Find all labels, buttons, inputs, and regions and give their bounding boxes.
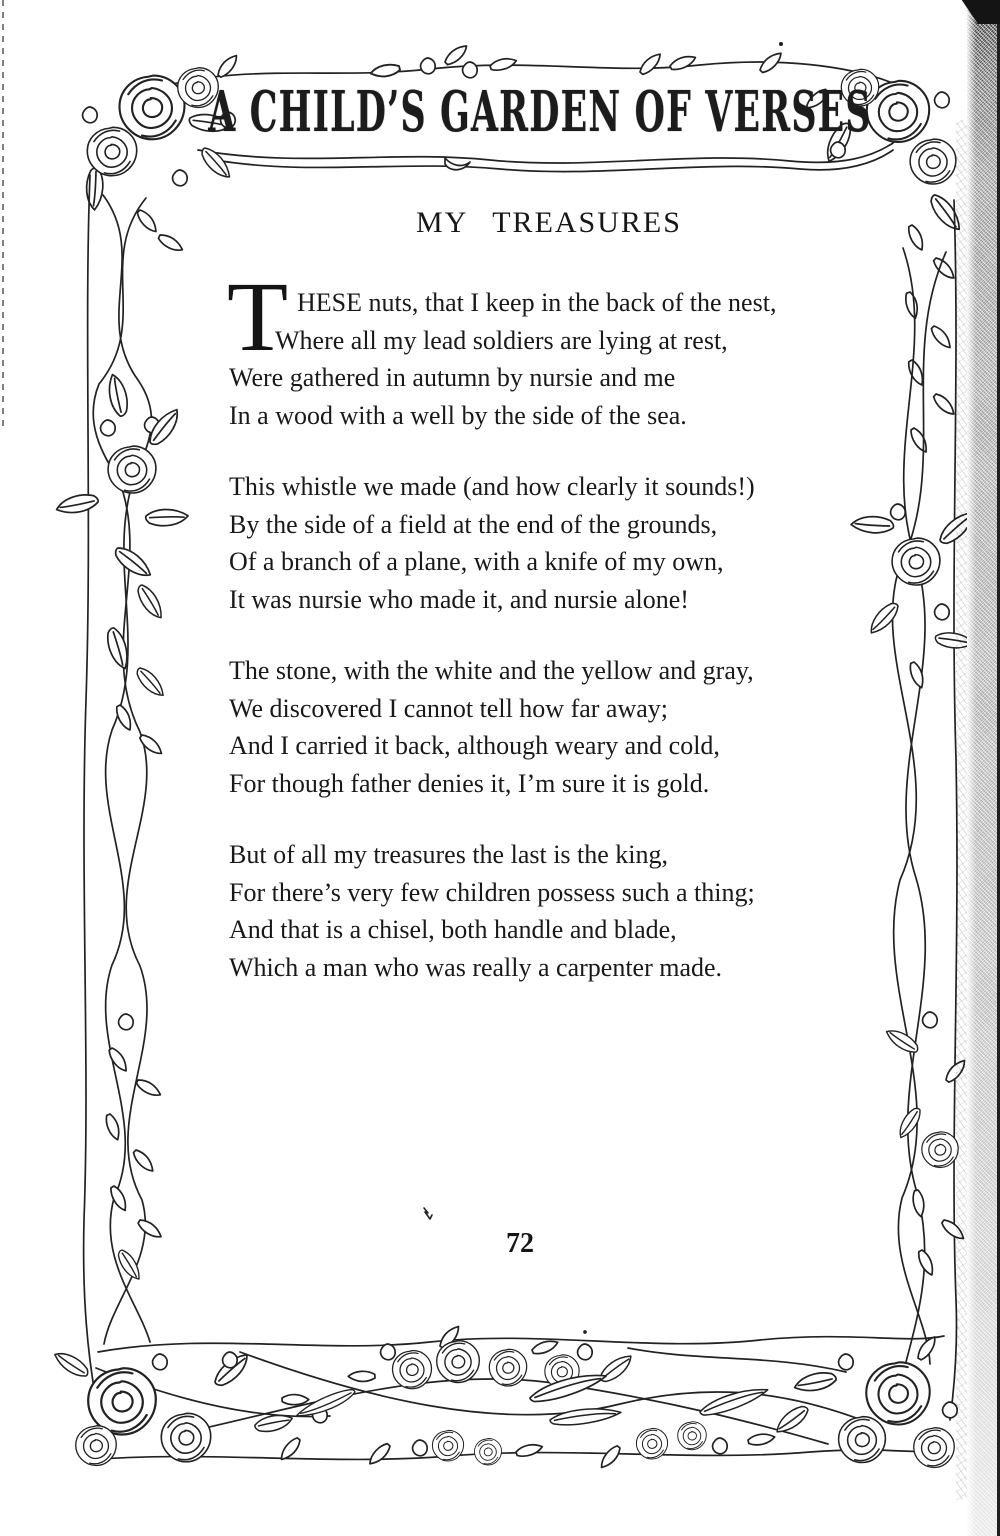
poem-line: Where all my lead soldiers are lying at rest,	[275, 325, 728, 355]
poem-line: Were gathered in autumn by nursie and me	[229, 363, 676, 392]
poem-line: The stone, with the white and the yellow and gray,	[229, 656, 754, 685]
poem	[229, 206, 877, 1020]
poem-line: Which a man who was really a carpenter made.	[229, 952, 723, 982]
poem-line: For though father denies it, I’m sure it is gold.	[229, 768, 710, 798]
poem-stanza-4	[229, 836, 877, 986]
bottom-border-garland	[55, 1326, 958, 1467]
poem-line: And that is a chisel, both handle and blade,	[229, 915, 677, 944]
scan-artifact-mark	[424, 1208, 586, 1333]
poem-line: And I carried it back, although weary and cold,	[229, 731, 720, 760]
poem-line: For there’s very few children possess such a thing;	[229, 877, 755, 907]
poem-stanza-3	[229, 652, 877, 802]
scan-edge-shadow	[967, 0, 1000, 1536]
poem-line-text: HESE nuts, that I keep in the back of the nest,	[297, 288, 777, 317]
poem-line: Of a branch of a plane, with a knife of my own,	[229, 547, 724, 576]
left-border-vine	[57, 175, 189, 1400]
drop-cap: T	[227, 261, 289, 372]
poem-line: But of all my treasures the last is the king,	[229, 840, 669, 869]
poem-line: It was nursie who made it, and nursie alone!	[229, 584, 689, 614]
poem-stanza-2	[229, 468, 877, 618]
poem-line: We discovered I cannot tell how far away;	[229, 693, 669, 723]
poem-title: MY TREASURES	[416, 206, 682, 239]
book-title-banner: A CHILD’S GARDEN OF VERSES	[208, 79, 872, 145]
poem-line: By the side of a field at the end of the grounds,	[229, 509, 718, 539]
poem-line: In a wood with a well by the side of the sea.	[229, 400, 687, 430]
poem-stanza-1	[227, 261, 877, 434]
page-number: 72	[506, 1228, 534, 1259]
poem-line: This whistle we made (and how clearly it sounds!)	[229, 472, 755, 501]
scan-left-edge-line	[2, 0, 4, 430]
